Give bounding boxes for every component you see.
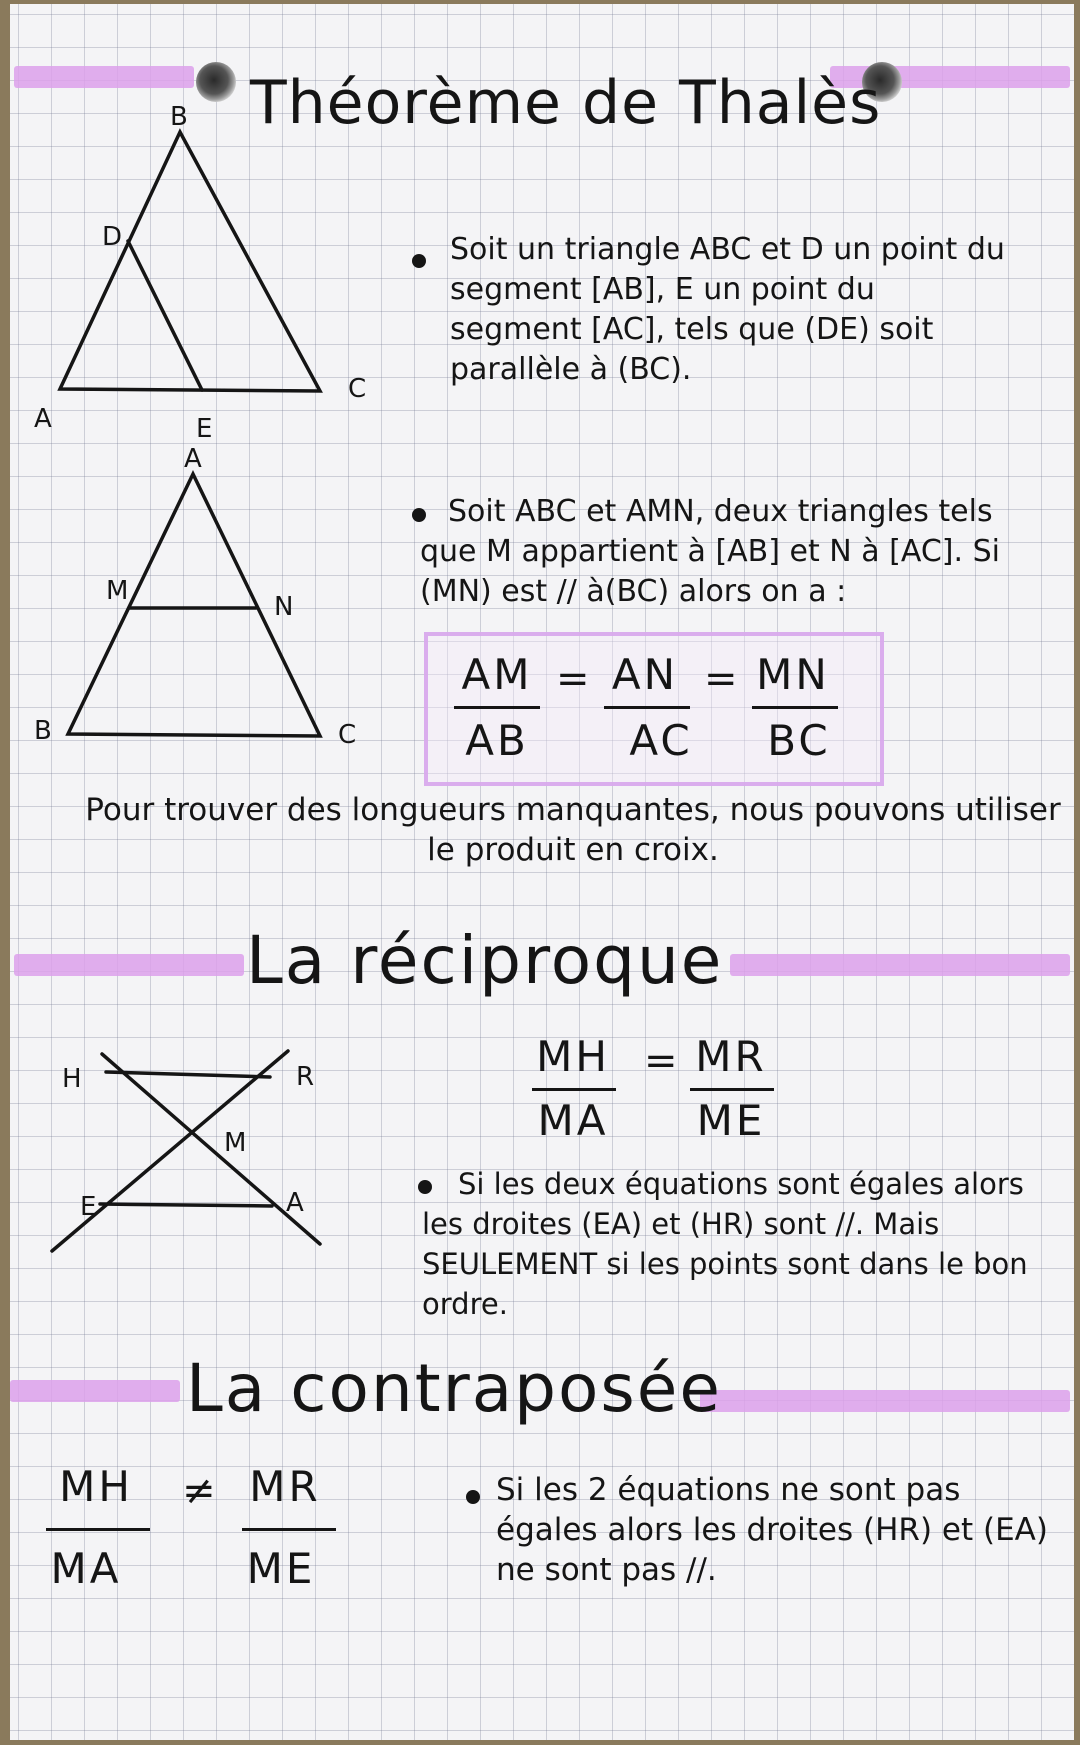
reciprocal-statement: Si les deux équations sont égales alors les droites (EA) et (HR) sont //. Mais SEULEMENT si les points sont dans le bon ordre.	[422, 1167, 1028, 1321]
contra-ma-den: MA	[50, 1544, 122, 1593]
fig1-label-d: D	[102, 222, 123, 252]
formula-am-num: AM	[461, 650, 533, 699]
recip-label-a: A	[286, 1188, 304, 1218]
statement-2: Soit ABC et AMN, deux triangles tels que M appartient à [AB] et N à [AC]. Si (MN) est // à(BC) alors on a :	[420, 494, 1000, 609]
fig2-label-b: B	[34, 716, 52, 746]
segment-hr	[106, 1072, 270, 1077]
recip-label-e: E	[80, 1192, 97, 1222]
contra-mh-num: MH	[59, 1462, 133, 1511]
contra-not-equal: ≠	[182, 1468, 216, 1514]
segment-de	[128, 241, 202, 390]
fig1-label-a: A	[34, 404, 52, 434]
formula-ab-den: AB	[465, 716, 529, 765]
fig1-label-e: E	[196, 414, 213, 444]
recip-mr-num: MR	[695, 1032, 767, 1081]
formula-equals-1: =	[556, 656, 590, 702]
fig2-label-n: N	[274, 592, 294, 622]
bullet-4	[466, 1490, 480, 1504]
formula-bc-den: BC	[767, 716, 831, 765]
fig1-label-c: C	[348, 374, 367, 404]
formula-mn-num: MN	[756, 650, 830, 699]
formula-equals-2: =	[704, 656, 738, 702]
fig2-label-a-visible: A	[184, 444, 202, 474]
triangle-abc-fig1	[60, 132, 320, 391]
formula-fraction-bar-1	[454, 706, 540, 709]
recip-equals: =	[644, 1038, 678, 1084]
recip-label-h: H	[62, 1064, 82, 1094]
contra-fraction-bar-1	[46, 1528, 150, 1531]
contra-mr-num: MR	[249, 1462, 321, 1511]
recip-ma-den: MA	[537, 1096, 609, 1145]
fig2-label-m: M	[106, 576, 129, 606]
recip-label-r: R	[296, 1062, 315, 1092]
contrapositive-heading: La contraposée	[186, 1350, 723, 1427]
reciprocal-heading: La réciproque	[246, 922, 724, 999]
fig2-label-c: C	[338, 720, 357, 750]
contrapositive-statement: Si les 2 équations ne sont pas égales alors les droites (HR) et (EA) ne sont pas //.	[496, 1472, 1048, 1588]
cross-product-note: Pour trouver des longueurs manquantes, nous pouvons utiliser le produit en croix.	[85, 792, 1061, 868]
notebook-page	[10, 4, 1074, 1740]
formula-ac-den: AC	[629, 716, 693, 765]
statement-1: Soit un triangle ABC et D un point du segment [AB], E un point du segment [AC], tels que (DE) soit parallèle à (BC).	[450, 232, 1005, 387]
fig1-label-b: B	[170, 102, 188, 132]
recip-fraction-bar-1	[532, 1088, 616, 1091]
bullet-1	[412, 254, 426, 268]
page-title: Théorème de Thalès	[250, 68, 882, 138]
recip-fraction-bar-2	[690, 1088, 774, 1091]
formula-an-num: AN	[611, 650, 679, 699]
formula-fraction-bar-3	[752, 706, 838, 709]
recip-me-den: ME	[696, 1096, 766, 1145]
contra-fraction-bar-2	[242, 1528, 336, 1531]
recip-mh-num: MH	[536, 1032, 610, 1081]
contra-me-den: ME	[246, 1544, 316, 1593]
recip-label-m: M	[224, 1128, 247, 1158]
formula-fraction-bar-2	[604, 706, 690, 709]
segment-ea	[100, 1204, 272, 1206]
